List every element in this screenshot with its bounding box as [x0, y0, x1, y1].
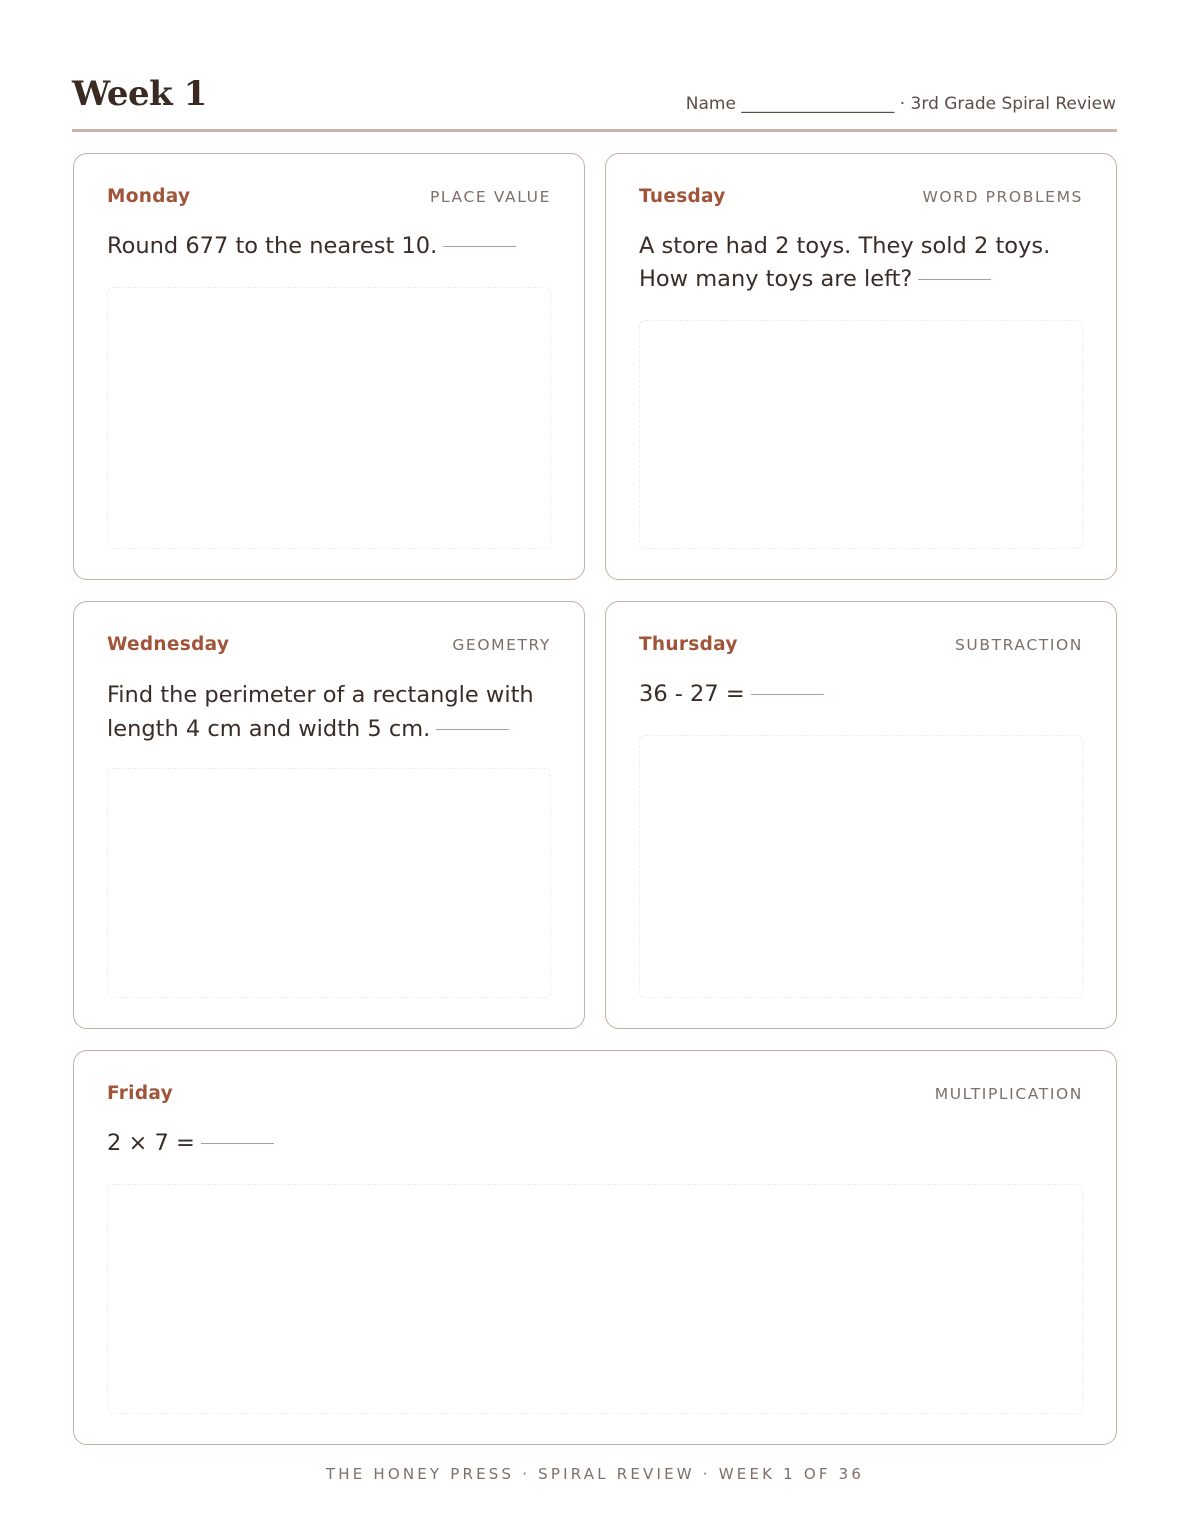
day-label: Monday [107, 186, 191, 207]
worksheet-subtitle: · 3rd Grade Spiral Review [899, 94, 1116, 114]
day-label: Tuesday [639, 186, 726, 207]
topic-label: GEOMETRY [452, 636, 551, 654]
work-area[interactable] [107, 1184, 1083, 1414]
topic-label: SUBTRACTION [954, 636, 1083, 654]
answer-blank[interactable] [443, 246, 516, 247]
work-area[interactable] [639, 735, 1083, 998]
problem-text: 36 - 27 = [639, 678, 1086, 711]
work-area[interactable] [107, 287, 551, 549]
day-label: Wednesday [107, 634, 230, 655]
answer-blank[interactable] [918, 279, 991, 280]
card-monday [73, 153, 585, 580]
problem-text: 2 × 7 = [107, 1127, 1086, 1160]
topic-label: PLACE VALUE [429, 188, 551, 206]
problem-text: Find the perimeter of a rectangle with length 4 cm and width 5 cm. [107, 682, 534, 742]
answer-blank[interactable] [436, 729, 509, 730]
problem-text: A store had 2 toys. They sold 2 toys. How many toys are left? [639, 233, 1051, 292]
day-label: Friday [107, 1083, 173, 1104]
answer-blank[interactable] [201, 1143, 274, 1144]
work-area[interactable] [639, 320, 1083, 549]
page-title: Week 1 [72, 74, 207, 114]
header-meta [686, 92, 1116, 116]
answer-blank[interactable] [751, 694, 824, 695]
card-tuesday [605, 153, 1117, 580]
page-footer: THE HONEY PRESS · SPIRAL REVIEW · WEEK 1 OF 36 [325, 1465, 865, 1483]
name-label: Name [685, 94, 736, 114]
topic-label: MULTIPLICATION [934, 1085, 1083, 1103]
work-area[interactable] [107, 768, 551, 998]
card-thursday [605, 601, 1117, 1029]
header-divider [72, 129, 1117, 132]
card-friday [73, 1050, 1117, 1445]
problem-text: Round 677 to the nearest 10. [107, 230, 554, 263]
card-wednesday [73, 601, 585, 1029]
day-label: Thursday [639, 634, 738, 655]
name-blank[interactable]: __________________ [741, 94, 895, 114]
topic-label: WORD PROBLEMS [922, 188, 1083, 206]
